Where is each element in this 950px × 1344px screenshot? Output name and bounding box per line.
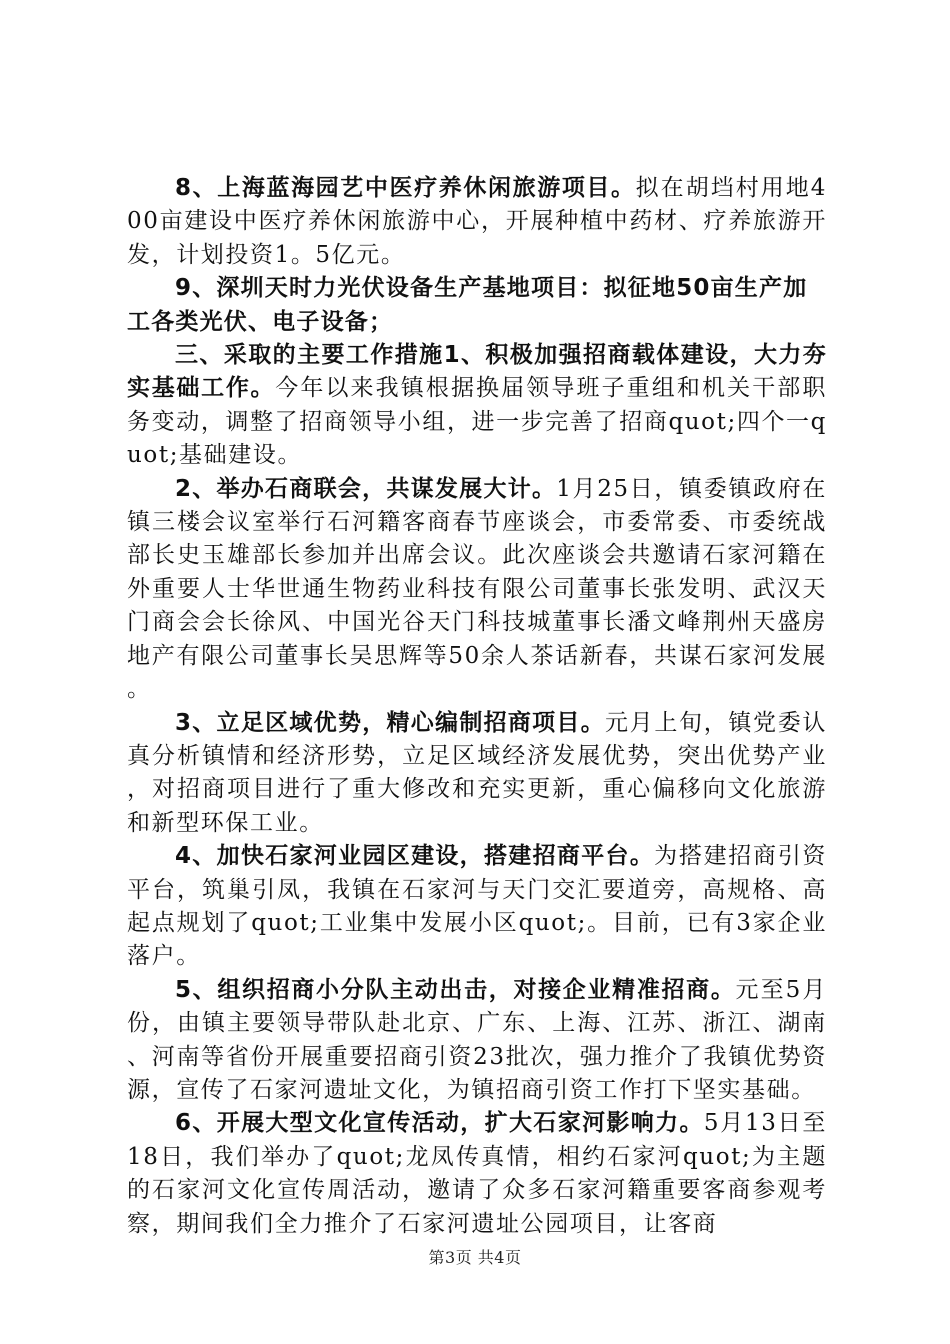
- page-number-footer: 第3页 共4页: [428, 1248, 522, 1267]
- paragraph-measure-3: [127, 707, 827, 841]
- paragraph-measure-2: [127, 473, 827, 707]
- paragraph-body: 元至5月份，由镇主要领导带队赴北京、广东、上海、江苏、浙江、湖南、河南等省份开展重要招商引资23批次，强力推介了我镇优势资源，宣传了石家河遗址文化，为镇招商引资工作打下坚实基础。: [127, 976, 827, 1103]
- paragraph-heading: 三、采取的主要工作措施1、积极加强招商载体建设，大力夯实基础工作。: [127, 342, 827, 402]
- paragraph-measure-4: [127, 840, 827, 974]
- paragraph-heading: 8、上海蓝海园艺中医疗养休闲旅游项目。: [175, 175, 636, 201]
- paragraph-heading: 3、立足区域优势，精心编制招商项目。: [175, 709, 605, 736]
- paragraph-heading: 2、举办石商联会，共谋发展大计。: [175, 475, 557, 502]
- paragraph-body: 为搭建招商引资平台，筑巢引凤，我镇在石家河与天门交汇要道旁，高规格、高起点规划了quot;工业集中发展小区quot;。目前，已有3家企业落户。: [127, 843, 827, 970]
- paragraph-heading: 6、开展大型文化宣传活动，扩大石家河影响力。: [175, 1110, 704, 1137]
- paragraph-body: 5月13日至18日，我们举办了quot;龙凤传真情，相约石家河quot;为主题的石家河文化宣传周活动，邀请了众多石家河籍重要客商参观考察，期间我们全力推介了石家河遗址公园项目，让客商: [127, 1110, 828, 1237]
- document-page: [127, 172, 827, 1241]
- paragraph-heading: 4、加快石家河业园区建设，搭建招商平台。: [175, 843, 655, 870]
- paragraph-body: 元月上旬，镇党委认真分析镇情和经济形势，立足区域经济发展优势，突出优势产业，对招商项目进行了重大修改和充实更新，重心偏移向文化旅游和新型环保工业。: [127, 709, 827, 836]
- paragraph-measure-6: [127, 1107, 827, 1241]
- paragraph-measure-5: [127, 974, 827, 1108]
- paragraph-body: 今年以来我镇根据换届领导班子重组和机关干部职务变动，调整了招商领导小组，进一步完善了招商quot;四个一quot;基础建设。: [127, 375, 828, 469]
- paragraph-item-8: [127, 172, 827, 272]
- paragraph-section-3-measure-1: [127, 339, 827, 473]
- paragraph-body: 1月25日，镇委镇政府在镇三楼会议室举行石河籍客商春节座谈会，市委常委、市委统战部长史玉雄部长参加并出席会议。此次座谈会共邀请石家河籍在外重要人士华世通生物药业科技有限公司董事长张发明、武汉天门商会会长徐风、中国光谷天门科技城董事长潘文峰荆州天盛房地产有限公司董事长吴思辉等50余人茶话新春，共谋石家河发展。: [127, 475, 827, 703]
- paragraph-body: 拟在胡垱村用地400亩建设中医疗养休闲旅游中心，开展种植中药材、疗养旅游开发，计划投资1。5亿元。: [127, 175, 827, 268]
- paragraph-item-9: [127, 272, 827, 339]
- paragraph-heading: 9、深圳天时力光伏设备生产基地项目：拟征地50亩生产加工各类光伏、电子设备；: [127, 275, 808, 335]
- paragraph-heading: 5、组织招商小分队主动出击，对接企业精准招商。: [175, 976, 736, 1003]
